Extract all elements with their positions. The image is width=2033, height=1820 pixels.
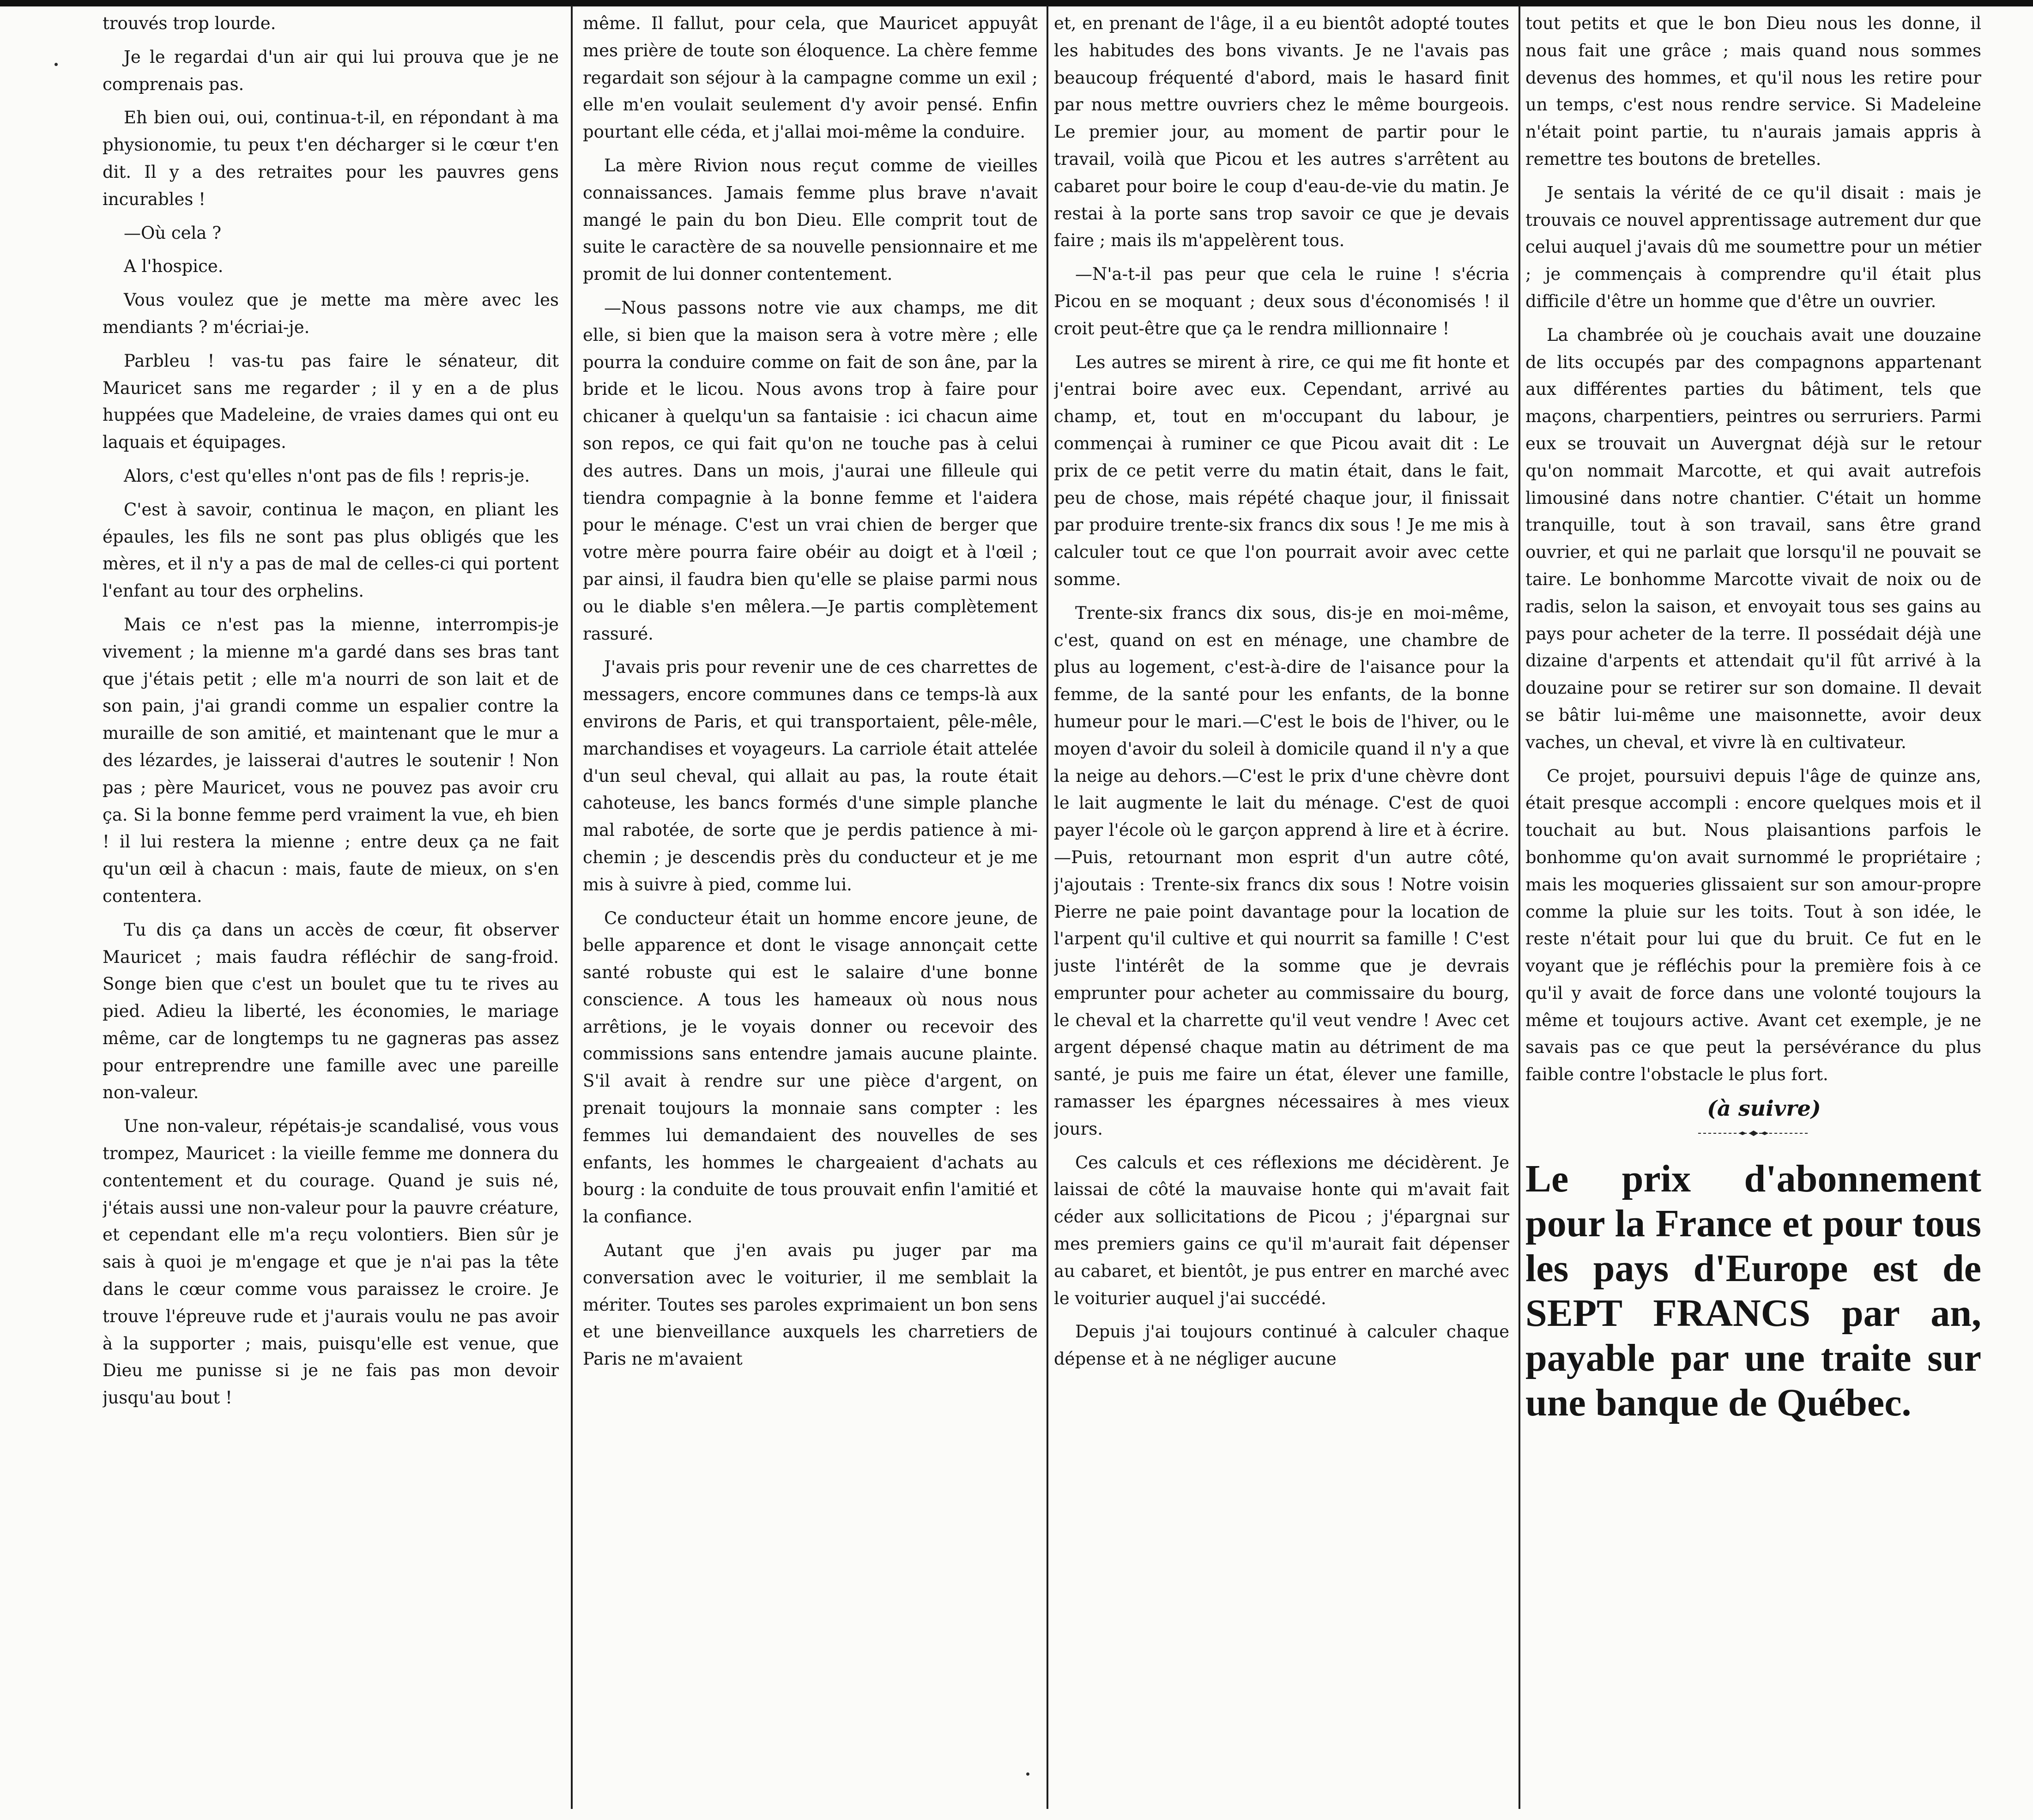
paragraph: A l'hospice. [124,256,224,277]
paragraph: Depuis j'ai toujours continué à calculer chaque dépense et à ne négliger aucune [1054,1322,1509,1369]
paragraph: Eh bien oui, oui, continua-t-il, en répondant à ma physionomie, tu peux t'en décharger si le cœur t'en dit. Il y a des retraites pour les pauvres gens incurables ! [103,108,559,209]
paragraph: Alors, c'est qu'elles n'ont pas de fils ! repris-je. [124,466,530,486]
paragraph: C'est à savoir, continua le maçon, en pliant les épaules, les fils ne sont pas plus obligés que les mères, et il n'y a pas de mal de celles-ci qui portent l'enfant au tour des orphelins. [103,499,559,601]
paragraph: Autant que j'en avais pu juger par ma conversation avec le voiturier, il me semblait la mériter. Toutes ses paroles exprimaient un bon sens et une bienveillance auxquels les charretiers de Paris ne m'avaient [583,1240,1038,1369]
paragraph: Les autres se mirent à rire, ce qui me fit honte et j'entrai boire avec eux. Cependant, arrivé au champ, et, tout en m'occupant du labour, je commençai à ruminer ce que Picou avait dit : Le prix de ce petit verre du matin était, dans le fait, peu de chose, mais répété chaque jour, il finissait par produire trente-six francs dix sous ! Je me mis à calculer tout ce que l'on pourrait avoir avec cette somme. [1054,352,1509,589]
paragraph: —Où cela ? [124,223,222,243]
paragraph: Je le regardai d'un air qui lui prouva que je ne comprenais pas. [103,47,559,94]
text-column-2 [583,10,1038,1811]
column-rule-1 [571,6,573,1809]
column-rule-3 [1519,6,1520,1809]
subscription-notice: Le prix d'abonnement pour la France et pour tous les pays d'Europe est de SEPT FRANCS par an, payable par une traite sur une banque de Québec. [1525,1157,1981,1424]
paragraph: Une non-valeur, répétais-je scandalisé, vous vous trompez, Mauricet : la vieille femme me donnera du contentement et du courage. Quand je suis né, j'étais aussi une non-valeur pour la pauvre créature, et cependant elle m'a reçu volontiers. Bien sûr je sais à quoi je m'engage et que je n'ai pas la tête dans le cœur comme vous paraissez le croire. Je trouve l'épreuve rude et j'aurais voulu ne pas avoir à la supporter ; mais, puisqu'elle est venue, que Dieu me punisse si je ne fais pas mon devoir jusqu'au bout ! [103,1116,559,1408]
text-column-3 [1054,10,1509,1811]
paragraph: Je sentais la vérité de ce qu'il disait : mais je trouvais ce nouvel apprentissage autrement dur que celui auquel j'avais dû me soumettre pour un métier ; je commençais à comprendre qu'il était plus difficile d'être un homme que d'être un ouvrier. [1525,182,1981,311]
paragraph: Ces calculs et ces réflexions me décidèrent. Je laissai de côté la mauvaise honte qui m'avait fait céder aux sollicitations de Picou ; j'épargnai sur mes premiers gains ce qu'il m'aurait fait dépenser au cabaret, et bientôt, je pus entrer en marché avec le voiturier auquel j'ai succédé. [1054,1152,1509,1308]
text-column-4 [1525,10,1981,1811]
paragraph: —N'a-t-il pas peur que cela le ruine ! s'écria Picou en se moquant ; deux sous d'économisés ! il croit peut-être que ça le rendra millionnaire ! [1054,264,1509,339]
text-column-1 [103,10,559,1811]
paragraph: et, en prenant de l'âge, il a eu bientôt adopté toutes les habitudes des bons vivants. Je ne l'avais pas beaucoup fréquenté d'abord, mais le hasard finit par nous mettre ouvriers chez le même bourgeois. Le premier jour, au moment de partir pour le travail, voilà que Picou et les autres s'arrêtent au cabaret pour boire le coup d'eau-de-vie du matin. Je restai à la porte sans trop savoir ce que je devais faire ; mais ils m'appelèrent tous. [1054,13,1509,251]
paragraph: Vous voulez que je mette ma mère avec les mendiants ? m'écriai-je. [103,290,559,337]
paragraph: J'avais pris pour revenir une de ces charrettes de messagers, encore communes dans ce temps-là aux environs de Paris, et qui transportaient, pêle-mêle, marchandises et voyageurs. La carriole était attelée d'un seul cheval, qui allait au pas, la route était cahoteuse, les bancs formés d'une simple planche mal rabotée, de sorte que je perdis patience à mi-chemin ; je descendis près du conducteur et je me mis à suivre à pied, comme lui. [583,657,1038,895]
paragraph: Tu dis ça dans un accès de cœur, fit observer Mauricet ; mais faudra réfléchir de sang-froid. Songe bien que c'est un boulet que tu te rives au pied. Adieu la liberté, les économies, le mariage même, car de longtemps tu ne gagneras pas assez pour entreprendre une famille avec une pareille non-valeur. [103,919,559,1103]
paragraph: Trente-six francs dix sous, dis-je en moi-même, c'est, quand on est en ménage, une chambre de plus au logement, c'est-à-dire de l'aisance pour la femme, de la santé pour les enfants, de la bonne humeur pour le mari.—C'est le bois de l'hiver, ou le moyen d'avoir du soleil à domicile quand il n'y a que la neige au dehors.—C'est le prix d'une chèvre dont le lait augmente le lait du ménage. C'est de quoi payer l'école où le garçon apprend à lire et à écrire.—Puis, retournant mon esprit d'un autre côté, j'ajoutais : Trente-six francs dix sous ! Notre voisin Pierre ne paie point davantage pour la location de l'arpent qu'il cultive et qui nourrit sa famille ! C'est juste l'intérêt de la somme que je devrais emprunter pour acheter au commissaire du bourg, le cheval et la charrette qu'il veut vendre ! Avec cet argent dépensé chaque matin au détriment de ma santé, je puis me faire un état, élever une famille, ramasser les épargnes nécessaires à mes vieux jours. [1054,603,1509,1139]
paragraph: La chambrée où je couchais avait une douzaine de lits occupés par des compagnons appartenant aux différentes parties du bâtiment, tels que maçons, charpentiers, peintres ou serruriers. Parmi eux se trouvait un Auvergnat déjà sur le retour qu'on nommait Marcotte, et qui avait autrefois limousiné dans notre chantier. C'était un homme tranquille, tout à son travail, sans être grand ouvrier, et qui ne parlait que lorsqu'il ne pouvait se taire. Le bonhomme Marcotte vivait de noix ou de radis, selon la saison, et envoyait tous ses gains au pays pour acheter de la terre. Il possédait déjà une dizaine d'arpents et attendait qu'il fût arrivé à la douzaine pour se retirer sur son domaine. Il devait se bâtir lui-même une maisonnette, avoir deux vaches, un cheval, et vivre là en cultivateur. [1525,325,1981,752]
ornament-rule [1694,1129,1814,1138]
speck [54,63,58,66]
paragraph: Parbleu ! vas-tu pas faire le sénateur, dit Mauricet sans me regarder ; il y en a de plus huppées que Madeleine, de vraies dames qui ont eu laquais et équipages. [103,351,559,453]
to-be-continued: (à suivre) [1707,1096,1821,1121]
paragraph: La mère Rivion nous reçut comme de vieilles connaissances. Jamais femme plus brave n'avait mangé le pain du bon Dieu. Elle comprit tout de suite le caractère de sa nouvelle pensionnaire et me promit de lui donner contentement. [583,155,1038,284]
paragraph: —Nous passons notre vie aux champs, me dit elle, si bien que la maison sera à votre mère ; elle pourra la conduire comme on fait de son âne, par la bride et le licou. Nous avons trop à faire pour chicaner à quelqu'un sa fantaisie : ici chacun aime son repos, ce qui fait qu'on ne touche pas à celui des autres. Dans un mois, j'aurai une filleule qui tiendra compagnie à la bonne femme et l'aidera pour le ménage. C'est un vrai chien de berger que votre mère pourra faire obéir au doigt et à l'œil ; par ainsi, il faudra bien qu'elle se plaise parmi nous ou le diable s'en mêlera.—Je partis complètement rassuré. [583,297,1038,644]
paragraph: tout petits et que le bon Dieu nous les donne, il nous fait une grâce ; mais quand nous sommes devenus des hommes, et qu'il nous les retire pour un temps, c'est nous rendre service. Si Madeleine n'était point partie, tu n'aurais jamais appris à remettre tes boutons de bretelles. [1525,13,1981,169]
paragraph: Ce conducteur était un homme encore jeune, de belle apparence et dont le visage annonçait cette santé robuste qui est le salaire d'une bonne conscience. A tous les hameaux où nous nous arrêtions, je le voyais donner ou recevoir des commissions sans entendre jamais aucune plainte. S'il avait à rendre sur une pièce d'argent, on prenait toujours la monnaie sans compter : les femmes lui demandaient des nouvelles de ses enfants, les hommes le chargeaient d'achats au bourg : la conduite de tous prouvait enfin l'amitié et la confiance. [583,908,1038,1227]
paragraph: même. Il fallut, pour cela, que Mauricet appuyât mes prière de toute son éloquence. La chère femme regardait son séjour à la campagne comme un exil ; elle m'en voulait seulement d'y avoir pensé. Enfin pourtant elle céda, et j'allai moi-même la conduire. [583,13,1038,142]
paragraph: trouvés trop lourde. [103,13,276,33]
column-rule-2 [1047,6,1048,1809]
paragraph: Mais ce n'est pas la mienne, interrompis-je vivement ; la mienne m'a gardé dans ses bras tant que j'étais petit ; elle m'a nourri de son lait et de son pain, j'ai grandi comme un espalier contre la muraille de son amitié, et maintenant que le mur a des lézardes, je laisserai d'autres le soutenir ! Non pas ; père Mauricet, vous ne pouvez pas avoir cru ça. Si la bonne femme perd vraiment la vue, eh bien ! il lui restera la mienne ; entre deux ça ne fait qu'un œil à chacun : mais, faute de mieux, on s'en contentera. [103,614,559,906]
top-border [0,0,2033,6]
paragraph: Ce projet, poursuivi depuis l'âge de quinze ans, était presque accompli : encore quelques mois et il touchait au but. Nous plaisantions parfois le bonhomme qu'on avait surnommé le propriétaire ; mais les moqueries glissaient sur son amour-propre comme la pluie sur les toits. Tout à son idée, le reste n'était pour lui que du bruit. Ce fut en le voyant que je réfléchis pour la première fois à ce qu'il y avait de force dans une volonté toujours la même et toujours active. Avant cet exemple, je ne savais pas ce que peut la persévérance du plus faible contre l'obstacle le plus fort. [1525,766,1981,1085]
